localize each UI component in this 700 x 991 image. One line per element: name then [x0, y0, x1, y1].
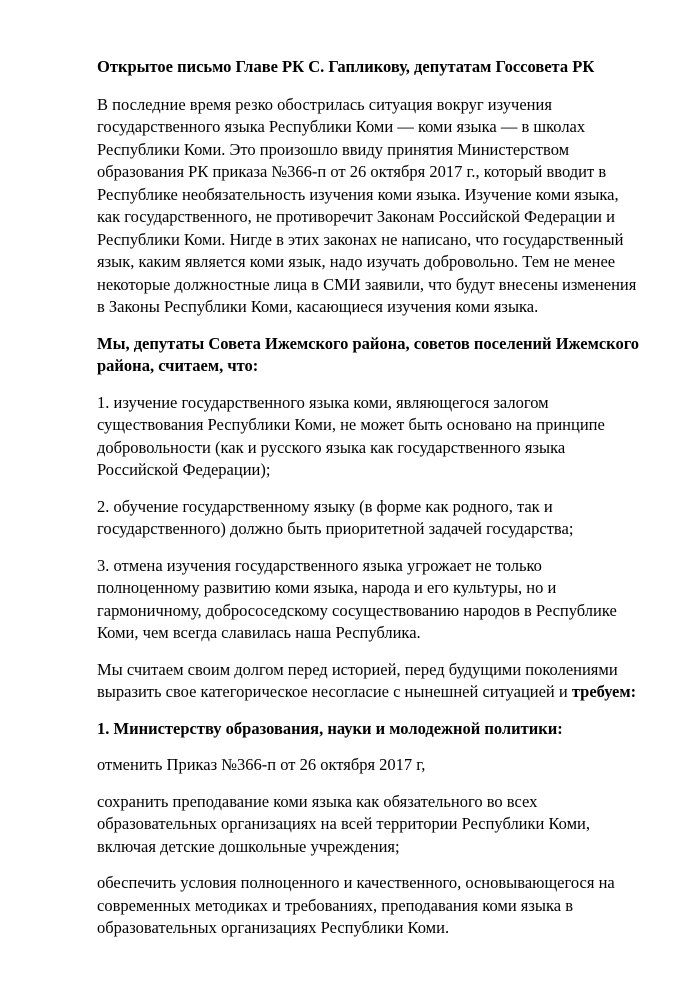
demand-1: отменить Приказ №366-п от 26 октября 2017 г,: [97, 755, 426, 774]
point-1: 1. изучение государственного языка коми, являющегося залогом существования Республики Коми, не может быть основано на принципе добровольности (как и русского языка как государственного языка Российской Федерации);: [97, 392, 605, 479]
demand-3: обеспечить условия полноценного и качественного, основывающегося на современных методиках и требованиях, преподавания коми языка в образовательных организациях Республики Коми.: [97, 873, 615, 937]
ministry-heading: 1. Министерству образования, науки и молодежной политики:: [97, 718, 563, 738]
demand-lead-paragraph: [97, 659, 645, 704]
document-title: Открытое письмо Главе РК С. Гапликову, депутатам Госсовета РК: [97, 57, 595, 76]
statement-heading: Мы, депутаты Совета Ижемского района, советов поселений Ижемского района, считаем, что:: [97, 333, 640, 375]
point-2: 2. обучение государственному языку (в форме как родного, так и государственного) должно быть приоритетной задачей государства;: [97, 496, 574, 538]
intro-paragraph: В последние время резко обострилась ситуация вокруг изучения государственного языка Республики Коми — коми языка — в школах Республики Коми. Это произошло ввиду принятия Министерством образования РК приказа №366-п от 26 октября 2017 г., который вводит в Республике необязательность изучения коми языка. Изучение коми языка, как государственного, не противоречит Законам Российской Федерации и Республики Коми. Нигде в этих законах не написано, что государственный язык, каким является коми язык, надо изучать добровольно. Тем не менее некоторые должностные лица в СМИ заявили, что будут внесены изменения в Законы Республики Коми, касающиеся изучения коми языка.: [97, 94, 637, 316]
demand-lead-text: Мы считаем своим долгом перед историей, перед будущими поколениями выразить свое категорическое несогласие с нынешней ситуацией и: [97, 659, 618, 701]
point-3: 3. отмена изучения государственного языка угрожает не только полноценному развитию коми языка, народа и его культуры, но и гармоничному, добрососедскому сосуществованию народов в Республике Коми, чем всегда славилась наша Республика.: [97, 555, 617, 642]
demand-2: сохранить преподавание коми языка как обязательного во всех образовательных организациях на всей территории Республики Коми, включая детские дошкольные учреждения;: [97, 791, 590, 856]
demand-lead-bold: требуем:: [571, 682, 637, 701]
